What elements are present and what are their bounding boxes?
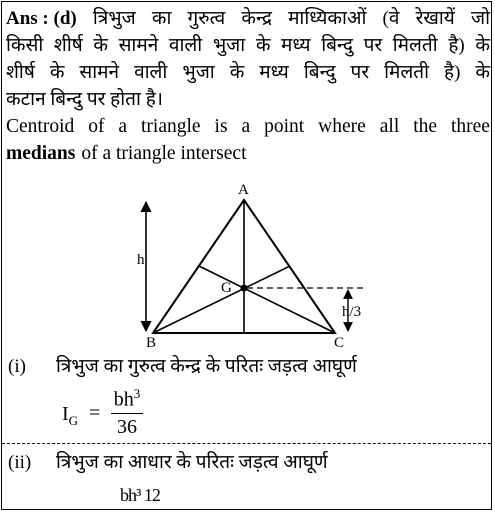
medians-term: medians [6,143,76,164]
english-line-2 [6,140,490,167]
dashed-divider [2,443,491,444]
answer-text [6,5,490,167]
formula-numerator-exponent: 3 [133,386,141,401]
word: कटान बिन्दु पर होता है। [6,89,163,110]
formula-denominator: 36 [117,416,137,438]
word: जो [470,8,490,29]
vertex-label-b: B [146,335,157,348]
word: the [413,116,438,137]
word: all [379,116,400,137]
vertex-label-c: C [334,335,345,348]
word: मिलती [392,35,438,56]
partial-formula: bh³ 12 [120,485,160,505]
formula-lhs-subscript: G [68,413,79,428]
height-label: h [137,252,145,268]
word: गुरुत्व [187,8,226,29]
word: बिन्दु [321,35,353,56]
answer-box [1,1,492,510]
word: a [241,116,251,137]
median-from-c [199,266,335,333]
formula-lhs [62,403,78,429]
item-number: (i) [8,356,26,377]
word: where [318,116,366,137]
english-line-1 [6,113,490,140]
word: भुजा [212,35,246,56]
word: मध्य [281,35,311,56]
formula-equals: = [89,402,101,424]
word: Centroid [6,116,75,137]
centroid-point [241,285,248,292]
word: के [229,62,245,83]
word: point [264,116,305,137]
word: वाली [168,35,203,56]
word: बिन्दु [303,62,336,83]
word: पर [350,62,370,83]
item-ii [8,448,328,474]
item-text: त्रिभुज का आधार के परितः जड़त्व आघूर्ण [56,452,328,473]
answer-label: Ans : (d) [6,8,77,29]
item-number: (ii) [8,452,32,473]
word: is [214,116,228,137]
hindi-line-1 [6,5,490,32]
english-line-2-rest: of a triangle intersect [81,143,247,164]
word: है) [444,62,461,83]
word: के [93,35,108,56]
word: शीर्ष [53,35,83,56]
formula-lhs-symbol: I [62,403,69,425]
word: triangle [141,116,201,137]
hindi-line-3 [6,59,490,86]
formula-numerator-text: bh [113,388,134,411]
triangle-figure [122,180,382,348]
word: three [450,116,490,137]
word: के [49,62,65,83]
word: (वे [382,8,400,29]
word: मध्य [259,62,289,83]
word: के [475,62,490,83]
word: पर [363,35,383,56]
vertex-label-a: A [238,182,249,198]
triangle-diagram [122,180,382,348]
word: केन्द्र [241,8,272,29]
word: के [475,35,490,56]
hindi-line-2 [6,32,490,59]
word: सामने [79,62,120,83]
formula-fraction [111,386,143,439]
word: मिलती [384,62,430,83]
word: a [118,116,128,137]
word: है) [448,35,465,56]
word: के [255,35,271,56]
word: of [88,116,105,137]
word: किसी [6,35,44,56]
word: रेखायें [415,8,455,29]
item-i [8,352,357,378]
word: सामने [118,35,159,56]
word: त्रिभुज [92,8,136,29]
word: वाली [134,62,168,83]
item-text: त्रिभुज का गुरुत्व केन्द्र के परितः जड़त्व आघूर्ण [56,356,357,377]
hindi-line-4 [6,86,490,113]
centroid-label: G [221,280,232,296]
median-from-b [153,266,290,333]
word: माध्यिकाओं [288,8,367,29]
word: भुजा [182,62,215,83]
word: का [151,8,172,29]
word: शीर्ष [6,62,35,83]
formula-numerator [111,386,143,412]
height-third-label: h/3 [342,304,362,320]
